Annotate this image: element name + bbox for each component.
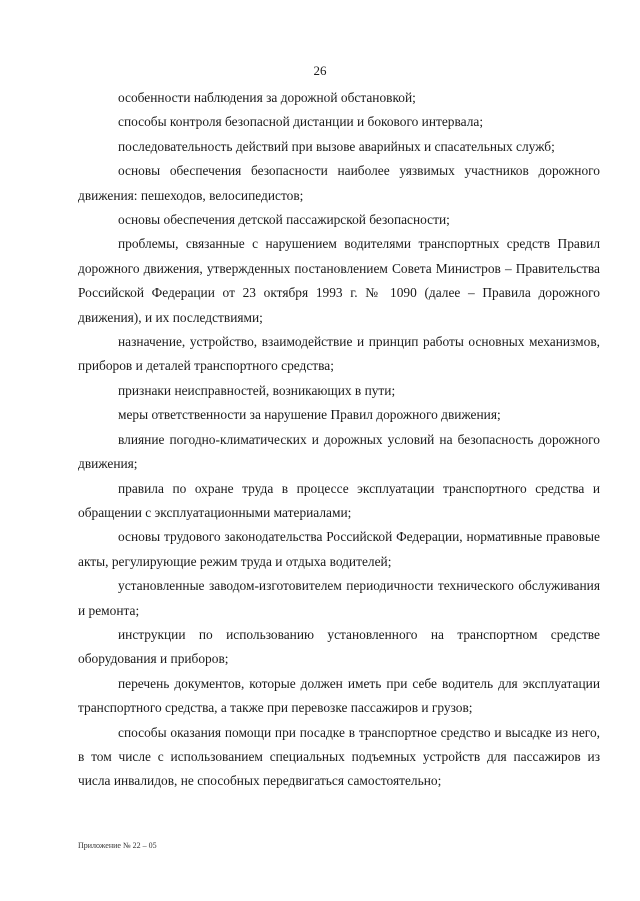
paragraph: меры ответственности за нарушение Правил дорожного движения; <box>118 407 501 423</box>
paragraph: последовательность действий при вызове аварийных и спасательных служб; <box>118 138 555 154</box>
paragraph: основы трудового законодательства Российской Федерации, нормативные правовые акты, регулирующие режим труда и отдыха водителей; <box>78 529 600 569</box>
paragraph: проблемы, связанные с нарушением водителями транспортных средств Правил дорожного движения, утвержденных постановлением Совета Министров – Правительства Российской Федерации от 23 октября 1993 г. № 1090 (далее – Правила дорожного движения), и их последствиями; <box>78 236 600 325</box>
paragraph: особенности наблюдения за дорожной обстановкой; <box>118 90 416 105</box>
paragraph: основы обеспечения безопасности наиболее уязвимых участников дорожного движения: пешеходов, велосипедистов; <box>78 163 600 203</box>
paragraph: основы обеспечения детской пассажирской безопасности; <box>118 212 450 228</box>
footer-label: Приложение № 22 – 05 <box>78 841 157 850</box>
paragraph: признаки неисправностей, возникающих в пути; <box>118 382 396 398</box>
paragraph: способы контроля безопасной дистанции и бокового интервала; <box>118 114 484 130</box>
paragraph: назначение, устройство, взаимодействие и принцип работы основных механизмов, приборов и деталей транспортного средства; <box>78 334 600 374</box>
paragraph: перечень документов, которые должен иметь при себе водитель для эксплуатации транспортного средства, а также при перевозке пассажиров и грузов; <box>78 675 600 716</box>
page-number: 26 <box>313 63 327 78</box>
paragraph: инструкции по использованию установленного на транспортном средстве оборудования и приборов; <box>78 626 600 667</box>
paragraph: правила по охране труда в процессе эксплуатации транспортного средства и обращении с эксплуатационными материалами; <box>78 480 600 520</box>
body-text <box>78 86 600 794</box>
paragraph: влияние погодно-климатических и дорожных условий на безопасность дорожного движения; <box>78 431 600 472</box>
paragraph: установленные заводом-изготовителем периодичности технического обслуживания и ремонта; <box>78 578 600 618</box>
paragraph: способы оказания помощи при посадке в транспортное средство и высадке из него, в том числе с использованием специальных подъемных устройств для пассажиров из числа инвалидов, не способных передвигаться самостоятельно; <box>78 724 600 789</box>
